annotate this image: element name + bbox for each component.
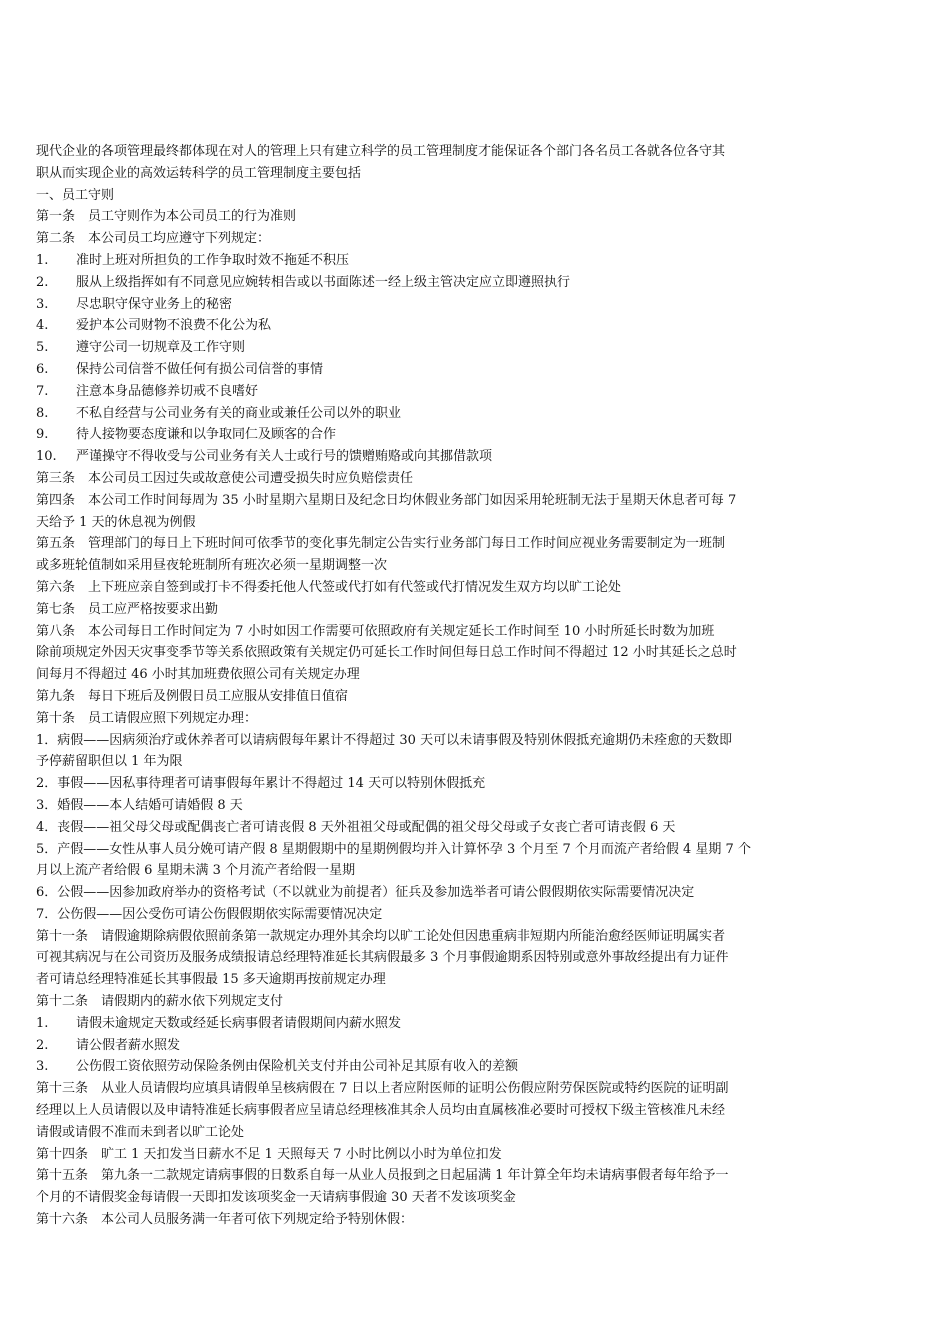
- article-line: 或多班轮值制如采用昼夜轮班制所有班次必须一星期调整一次: [36, 558, 388, 574]
- rule-text: 注意本身品德修养切戒不良嗜好: [76, 383, 259, 399]
- rule-number: 4.: [36, 318, 49, 334]
- pay-number: 2.: [36, 1037, 49, 1053]
- rule-item: [36, 424, 850, 446]
- rule-item: [36, 359, 850, 381]
- article-2: 第二条 本公司员工均应遵守下列规定：: [36, 231, 271, 247]
- article-11: [36, 926, 850, 991]
- article-14: 第十四条 旷工 1 天扣发当日薪水不足 1 天照每天 7 小时比例以小时为单位扣发: [36, 1146, 502, 1162]
- rule-item: [36, 403, 850, 425]
- intro-paragraph: [36, 141, 850, 185]
- rule-number: 10.: [36, 449, 57, 465]
- article-12: 第十二条 请假期内的薪水依下列规定支付: [36, 994, 284, 1010]
- rule-item: [36, 315, 850, 337]
- article-line: 间每月不得超过 46 小时其加班费依照公司有关规定办理: [36, 667, 360, 683]
- leave-item-sick: [36, 730, 850, 774]
- rule-text: 准时上班对所担负的工作争取时效不拖延不积压: [76, 252, 350, 268]
- rule-text: 服从上级指挥如有不同意见应婉转相告或以书面陈述一经上级主管决定应立即遵照执行: [76, 274, 571, 290]
- rule-number: 1.: [36, 252, 49, 268]
- rule-item: [36, 294, 850, 316]
- rule-item: [36, 272, 850, 294]
- leave-item-injury: [36, 904, 850, 926]
- article-10: 第十条 员工请假应照下列规定办理：: [36, 710, 258, 726]
- rule-text: 不私自经营与公司业务有关的商业或兼任公司以外的职业: [76, 405, 402, 421]
- leave-line: 5．产假——女性从事人员分娩可请产假 8 星期假期中的星期例假均并入计算怀孕 3 个月至 7 个月而流产者给假 4 星期 7 个: [36, 841, 751, 857]
- rule-number: 8.: [36, 405, 49, 421]
- rule-number: 6.: [36, 361, 49, 377]
- article-line: 个月的不请假奖金每请假一天即扣发该项奖金一天请病事假逾 30 天者不发该项奖金: [36, 1190, 516, 1206]
- pay-text: 请假未逾规定天数或经延长病事假者请假期间内薪水照发: [76, 1015, 402, 1031]
- article-line: 者可请总经理特准延长其事假最 15 多天逾期再按前规定办理: [36, 972, 386, 988]
- rule-item: [36, 446, 850, 468]
- leave-line: 3．婚假——本人结婚可请婚假 8 天: [36, 797, 243, 813]
- rule-text: 严谨操守不得收受与公司业务有关人士或行号的馈赠贿赂或向其挪借款项: [76, 449, 493, 465]
- leave-line: 月以上流产者给假 6 星期未满 3 个月流产者给假一星期: [36, 863, 356, 879]
- rule-item: [36, 337, 850, 359]
- rule-number: 7.: [36, 383, 49, 399]
- leave-item-maternity: [36, 839, 850, 883]
- article-7: 第七条 员工应严格按要求出勤: [36, 601, 219, 617]
- rule-text: 尽忠职守保守业务上的秘密: [76, 296, 233, 312]
- leave-line: 4．丧假——祖父母父母或配偶丧亡者可请丧假 8 天外祖祖父母或配偶的祖父母父母或子女丧亡者可请丧假 6 天: [36, 819, 676, 835]
- rule-item: [36, 250, 850, 272]
- article-line: 可视其病况与在公司资历及服务成绩报请总经理特准延长其病假最多 3 个月事假逾期系因特别或意外事故经提出有力证件: [36, 950, 729, 966]
- leave-line: 1．病假——因病须治疗或休养者可以请病假每年累计不得超过 30 天可以未请事假及特别休假抵充逾期仍未痊愈的天数即: [36, 732, 733, 748]
- article-1: 第一条 员工守则作为本公司员工的行为准则: [36, 209, 297, 225]
- article-line: 请假或请假不准而未到者以旷工论处: [36, 1124, 245, 1140]
- section-title: 一、员工守则: [36, 187, 115, 203]
- rule-number: 5.: [36, 340, 49, 356]
- rule-text: 遵守公司一切规章及工作守则: [76, 340, 246, 356]
- intro-line: 现代企业的各项管理最终都体现在对人的管理上只有建立科学的员工管理制度才能保证各个部门各名员工各就各位各守其: [36, 144, 726, 159]
- article-line: 天给予 1 天的休息视为例假: [36, 514, 196, 530]
- pay-item: [36, 1013, 850, 1035]
- leave-item-bereavement: [36, 817, 850, 839]
- article-4: [36, 490, 850, 534]
- rule-number: 9.: [36, 427, 49, 443]
- article-line: 除前项规定外因天灾事变季节等关系依照政策有关规定仍可延长工作时间但每日总工作时间不得超过 12 小时其延长之总时: [36, 645, 737, 661]
- leave-item-official: [36, 882, 850, 904]
- leave-line: 6．公假——因参加政府举办的资格考试（不以就业为前提者）征兵及参加选举者可请公假假期依实际需要情况决定: [36, 885, 695, 901]
- rule-item: [36, 381, 850, 403]
- intro-line: 职从而实现企业的高效运转科学的员工管理制度主要包括: [36, 165, 362, 181]
- article-6: 第六条 上下班应亲自签到或打卡不得委托他人代签或代打如有代签或代打情况发生双方均以旷工论处: [36, 579, 622, 595]
- rule-number: 3.: [36, 296, 49, 312]
- article-9: 第九条 每日下班后及例假日员工应服从安排值日值宿: [36, 688, 349, 704]
- article-line: 第四条 本公司工作时间每周为 35 小时星期六星期日及纪念日均休假业务部门如因采用轮班制无法于星期天休息者可每 7: [36, 492, 737, 508]
- article-5: [36, 533, 850, 577]
- pay-text: 请公假者薪水照发: [76, 1037, 181, 1053]
- pay-number: 3.: [36, 1059, 49, 1075]
- article-15: [36, 1165, 850, 1209]
- article-8: [36, 621, 850, 686]
- rule-text: 待人接物要态度谦和以争取同仁及顾客的合作: [76, 427, 337, 443]
- article-line: 第十一条 请假逾期除病假依照前条第一款规定办理外其余均以旷工论处但因患重病非短期内所能治愈经医师证明属实者: [36, 928, 726, 944]
- leave-item-personal: [36, 773, 850, 795]
- article-line: 第十五条 第九条一二款规定请病事假的日数系自每一从业人员报到之日起届满 1 年计算全年均未请病事假者每年给予一: [36, 1168, 729, 1184]
- rule-text: 保持公司信誉不做任何有损公司信誉的事情: [76, 361, 324, 377]
- article-13: [36, 1078, 850, 1143]
- leave-line: 予停薪留职但以 1 年为限: [36, 754, 183, 770]
- leave-item-marriage: [36, 795, 850, 817]
- pay-text: 公伤假工资依照劳动保险条例由保险机关支付并由公司补足其原有收入的差额: [76, 1059, 519, 1075]
- pay-number: 1.: [36, 1015, 49, 1031]
- leave-line: 7．公伤假——因公受伤可请公伤假假期依实际需要情况决定: [36, 906, 383, 922]
- rule-text: 爱护本公司财物不浪费不化公为私: [76, 318, 272, 334]
- article-line: 第八条 本公司每日工作时间定为 7 小时如因工作需要可依照政府有关规定延长工作时间至 10 小时所延长时数为加班: [36, 623, 715, 639]
- article-line: 经理以上人员请假以及申请特准延长病事假者应呈请总经理核准其余人员均由直属核准必要时可授权下级主管核准凡未经: [36, 1103, 726, 1119]
- article-line: 第十三条 从业人员请假均应填具请假单呈核病假在 7 日以上者应附医师的证明公伤假应附劳保医院或特约医院的证明副: [36, 1081, 729, 1097]
- rule-number: 2.: [36, 274, 49, 290]
- pay-item: [36, 1035, 850, 1057]
- article-line: 第五条 管理部门的每日上下班时间可依季节的变化事先制定公告实行业务部门每日工作时间应视业务需要制定为一班制: [36, 536, 726, 552]
- leave-line: 2．事假——因私事待理者可请事假每年累计不得超过 14 天可以特别休假抵充: [36, 776, 486, 792]
- pay-item: [36, 1056, 850, 1078]
- article-3: 第三条 本公司员工因过失或故意使公司遭受损失时应负赔偿责任: [36, 470, 414, 486]
- article-16: 第十六条 本公司人员服务满一年者可依下列规定给予特别休假：: [36, 1212, 414, 1228]
